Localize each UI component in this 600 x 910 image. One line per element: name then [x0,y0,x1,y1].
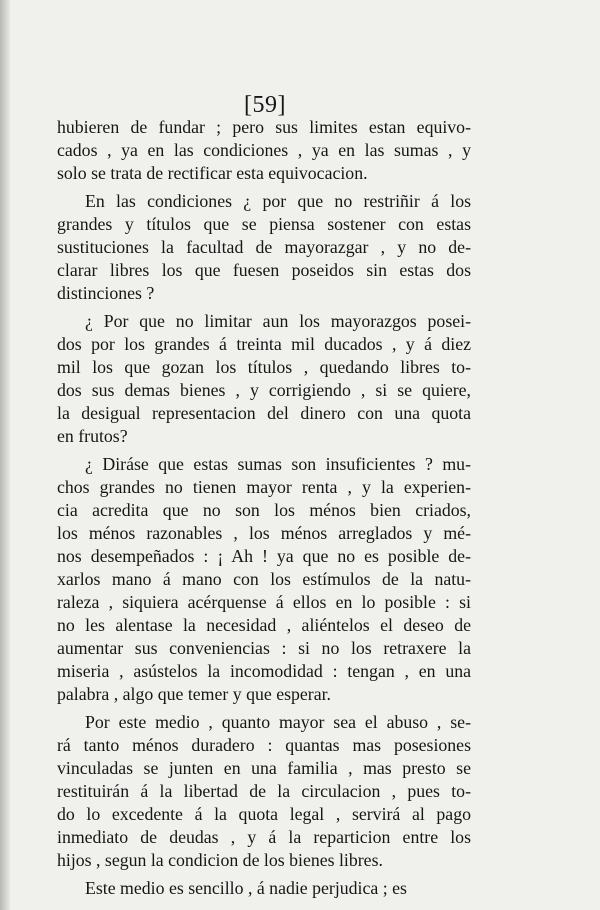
text-line: restituirán á la libertad de la circulacion , pues to- [57,781,471,801]
text-line: dos sus demas bienes , y corrigiendo , si se quiere, [57,380,471,400]
text-line: aumentar sus conveniencias : si no los retraxere la [57,638,471,658]
text-line: hijos , segun la condicion de los bienes libres. [57,850,383,870]
text-line: solo se trata de rectificar esta equivocacion. [57,163,368,183]
text-line: ¿ Por que no limitar aun los mayorazgos posei- [85,311,471,331]
paragraph [57,310,471,448]
text-line: Este medio es sencillo , á nadie perjudica ; es [85,878,407,898]
text-line: cados , ya en las condiciones , ya en las sumas , y [57,140,471,160]
text-line: no les alentase la necesidad , aliéntelos el deseo de [57,615,471,635]
text-line: nos desempeñados : ¡ Ah ! ya que no es posible de- [57,546,471,566]
text-line: do lo excedente á la quota legal , servirá al pago [57,804,471,824]
text-line: rá tanto ménos duradero : quantas mas posesiones [57,735,471,755]
text-line: hubieren de fundar ; pero sus limites estan equivo- [57,117,471,137]
text-line: vinculadas se junten en una familia , mas presto se [57,758,471,778]
text-line: xarlos mano á mano con los estímulos de la natu- [57,569,471,589]
text-line: inmediato de deudas , y á la reparticion entre los [57,827,471,847]
text-line: chos grandes no tienen mayor renta , y la experien- [57,477,471,497]
text-line: En las condiciones ¿ por que no restriñir á los [85,191,471,211]
page-edge-shadow [0,0,10,910]
text-line: palabra , algo que temer y que esperar. [57,684,332,704]
text-line: sustituciones la facultad de mayorazgar , y no de- [57,237,471,257]
text-line: mil los que gozan los títulos , quedando libres to- [57,357,471,377]
text-line: los ménos razonables , los ménos arreglados y mé- [57,523,471,543]
text-line: Por este medio , quanto mayor sea el abuso , se- [85,712,471,732]
text-line: ¿ Diráse que estas sumas son insuficientes ? mu- [85,454,471,474]
paragraph [57,190,471,305]
paragraph [57,116,471,185]
text-line: la desigual representacion del dinero con una quota [57,403,471,423]
text-line: en frutos? [57,426,128,446]
text-line: clarar libres los que fuesen poseidos sin estas dos [57,260,471,280]
text-line: raleza , siquiera acérquense á ellos en lo posible : si [57,592,471,612]
text-line: miseria , asústelos la incomodidad : tengan , en una [57,661,471,681]
paragraph [57,877,471,900]
text-line: dos por los grandes á treinta mil ducados , y á diez [57,334,471,354]
paragraph [57,711,471,872]
text-line: cia acredita que no son los ménos bien criados, [57,500,471,520]
text-line: distinciones ? [57,283,155,303]
text-line: grandes y títulos que se piensa sostener con estas [57,214,471,234]
paragraph [57,453,471,706]
page-number: [59] [244,92,286,118]
body-text [57,116,471,900]
